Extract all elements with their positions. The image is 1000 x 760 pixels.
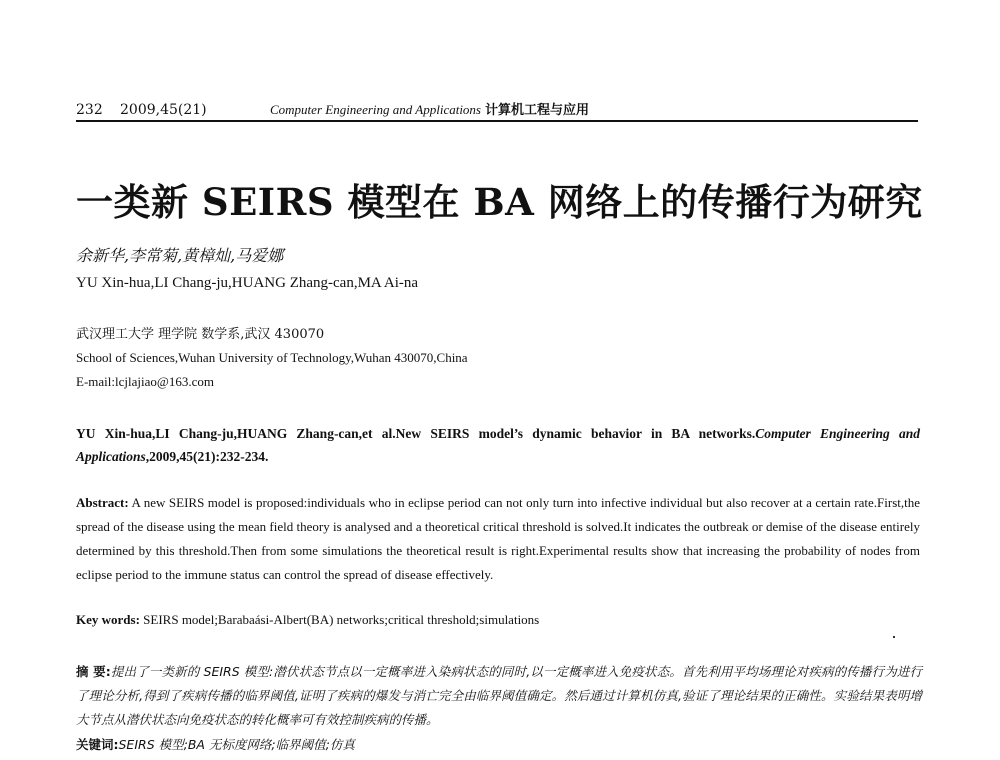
abstract-text: A new SEIRS model is proposed:individuals who in eclipse period can not only turn into infective individual but also recover at a certain rate.First,the spread of the disease using the mean field theory is analysed and a theoretical critical threshold is solved.It indicates the outbreak or demise of the disease entirely determined by this threshold.Then from some simulations the theoretical result is right.Experimental results show that increasing the probability of nodes from eclipse period to the immune status can control the spread of disease effectively.	[76, 495, 920, 582]
abstract-cn-label: 摘 要:	[76, 664, 111, 679]
keywords-en	[76, 612, 920, 628]
paper-title: 一类新 SEIRS 模型在 BA 网络上的传播行为研究	[76, 180, 923, 224]
journal-name-en: Computer Engineering and Applications	[270, 102, 481, 117]
running-header	[76, 96, 918, 118]
header-rule	[76, 120, 918, 122]
affiliation-cn: 武汉理工大学 理学院 数学系,武汉 430070	[76, 327, 325, 342]
keywords-cn-label: 关键词:	[76, 737, 119, 752]
citation-volume: ,2009,45(21):232-234.	[145, 449, 269, 464]
stray-mark	[893, 636, 895, 638]
keywords-text: SEIRS model;Barabaási-Albert(BA) networks;critical threshold;simulations	[143, 612, 540, 627]
keywords-cn	[76, 735, 922, 753]
citation-authors-title: YU Xin-hua,LI Chang-ju,HUANG Zhang-can,et al.New SEIRS model’s dynamic behavior in BA networks.	[76, 426, 756, 441]
keywords-label: Key words:	[76, 612, 140, 627]
abstract-cn-text: 提出了一类新的 SEIRS 模型:潜伏状态节点以一定概率进入染病状态的同时,以一定概率进入免疫状态。首先利用平均场理论对疾病的传播行为进行了理论分析,得到了疾病传播的临界阈值,证明了疾病的爆发与消亡完全由临界阈值确定。然后通过计算机仿真,验证了理论结果的正确性。实验结果表明增大节点从潜伏状态向免疫状态的转化概率可有效控制疾病的传播。	[76, 664, 922, 727]
page-number: 232	[76, 102, 103, 118]
abstract-en	[76, 491, 920, 587]
issue-info: 2009,45(21)	[120, 102, 207, 118]
authors-cn: 余新华,李常菊,黄樟灿,马爱娜	[76, 246, 284, 265]
authors-en: YU Xin-hua,LI Chang-ju,HUANG Zhang-can,MA Ai-na	[76, 275, 419, 291]
email: E-mail:lcjlajiao@163.com	[76, 374, 214, 389]
citation	[76, 422, 920, 468]
journal-name-cn: 计算机工程与应用	[485, 103, 590, 118]
affiliation-en: School of Sciences,Wuhan University of Technology,Wuhan 430070,China	[76, 350, 468, 365]
abstract-cn	[76, 660, 922, 732]
keywords-cn-text: SEIRS 模型;BA 无标度网络;临界阈值;仿真	[118, 737, 355, 752]
citation-journal: Computer Engineering and Applications	[76, 426, 920, 464]
abstract-label: Abstract:	[76, 495, 129, 510]
